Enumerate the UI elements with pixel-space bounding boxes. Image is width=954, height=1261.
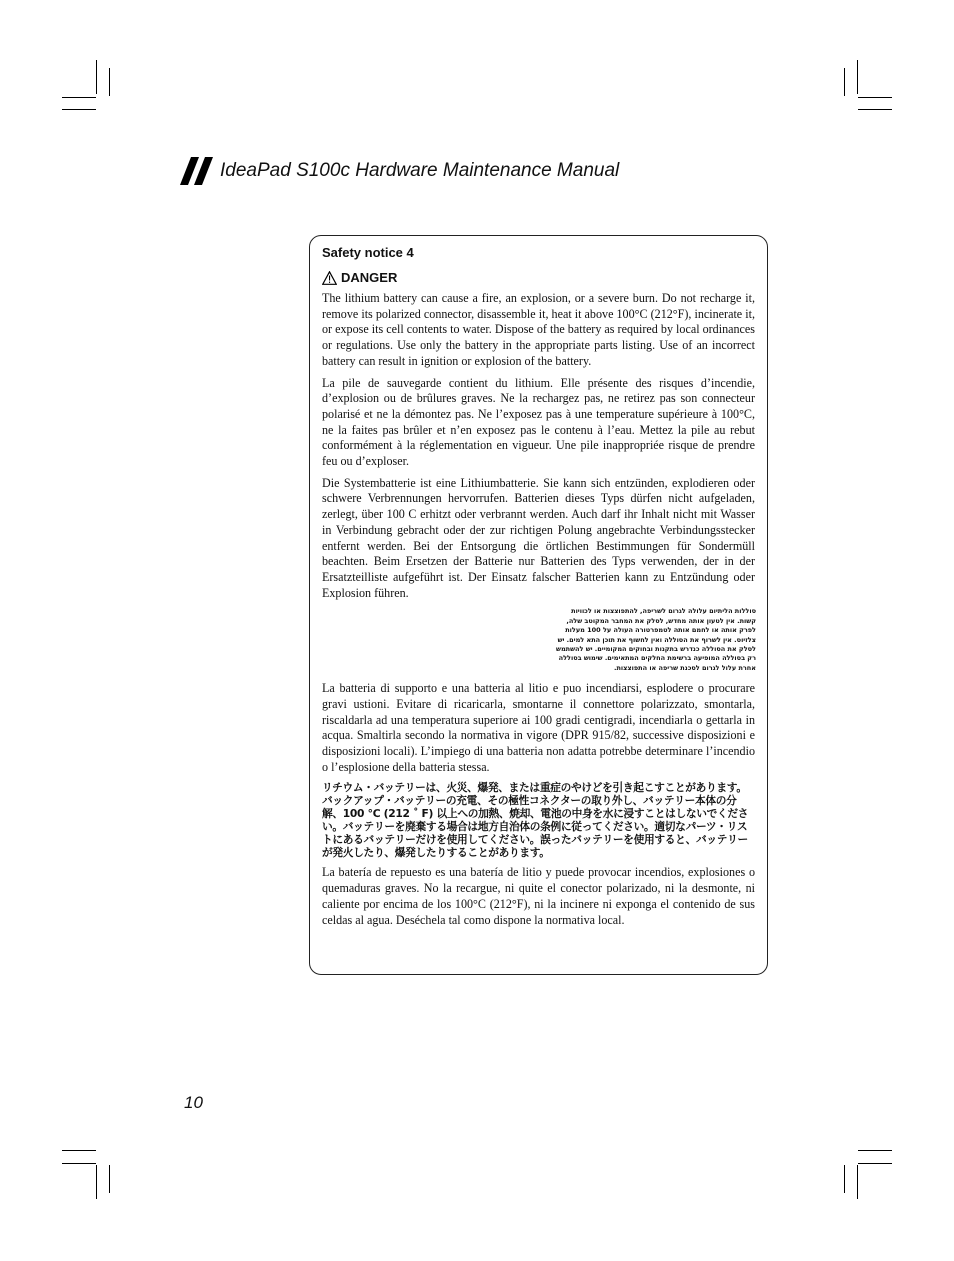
safety-notice-box [309, 235, 768, 975]
notice-paragraph-de: Die Systembatterie ist eine Lithiumbatterie. Sie kann sich entzünden, explodieren oder schwere Verbrennungen hervorrufen. Batterien dieses Typs dürfen nicht aufgeladen, zerlegt, über 100 C erhitzt oder verbrannt werden. Auch darf ihr Inhalt nicht mit Wasser in Verbindung gebracht oder der zur richtigen Polung angebrachte Verbindungsstecker entfernt werden. Bei der Entsorgung die örtlichen Bestimmungen für Sondermüll beachten. Beim Ersetzen der Batterie nur Batterien des Typs verwenden, der in der Ersatzteilliste aufgeführt ist. Der Einsatz falscher Batterien kann zu Entzündung oder Explosion führen. [322, 475, 755, 600]
crop-mark [858, 1163, 892, 1164]
notice-paragraph-he: סוללות הליתיום עלולה לגרום לשריפה, להתפוצצות או לכוויות קשות. אין לטעון אותה מחדש, לסלק את המחבר המקוטב שלה, לפרק אותה או לחמם אותה לטמפרטורה העולה על 100 מעלות צלזיוס. אין לשרוף את הסוללה ואין לחשוף את תוכן התא למים. יש לסלק את הסוללה כנדרש בתקנות ובחוקים המקומיים. יש להשתמש רק בסוללה המופיעה ברשימת החלקים המתאימים. שימוש בסוללה אחרת עלול לגרום לסכנת שריפה או התפוצצות. [556, 607, 756, 672]
manual-title: IdeaPad S100c Hardware Maintenance Manual [220, 160, 620, 181]
notice-paragraph-es: La batería de repuesto es una batería de litio y puede provocar incendios, explosiones o quemaduras graves. No la recargue, ni quite el conector polarizado, ni la desmonte, ni caliente por encima de los 100°C (212°F), ni la incinere ni exponga el contenido de sus celdas al agua. Deséchela tal como dispone la normativa local. [322, 865, 755, 927]
crop-mark [858, 97, 892, 98]
crop-mark [109, 1165, 110, 1193]
crop-mark [62, 97, 96, 98]
crop-mark [96, 60, 97, 94]
notice-paragraph-it: La batteria di supporto e una batteria al litio e puo incendiarsi, esplodere o procurare gravi ustioni. Evitare di ricaricarla, smontarne il connettore polarizzato, smontarla, riscaldarla ad una temperatura superiore ai 100 gradi centigradi, incendiarla o gettarla in acqua. Smaltirla secondo la normativa in vigore (DPR 915/82, successive disposizioni e disposizioni locali). L’impiego di una batteria non adatta potrebbe determinare l’incendio o l’esplosione della batteria stessa. [322, 681, 755, 774]
crop-mark [858, 1150, 892, 1151]
notice-title: Safety notice 4 [322, 245, 414, 260]
crop-mark [62, 109, 96, 110]
page-header [180, 157, 619, 185]
notice-paragraph-ja: リチウム・バッテリーは、火災、爆発、または重症のやけどを引き起こすことがあります。バックアップ・バッテリーの充電、その極性コネクターの取り外し、バッテリー本体の分解、100 ℃ (212 ˚ F) 以上への加熱、焼却、電池の中身を水に浸すことはしないでください。バッテリーを廃棄する場合は地方自治体の条例に従ってください。適切なパーツ・リストにあるバッテリーだけを使用してください。誤ったバッテリーを使用すると、バッテリーが発火したり、爆発したりすることがあります。 [322, 781, 749, 860]
crop-mark [62, 1150, 96, 1151]
notice-paragraph-fr: La pile de sauvegarde contient du lithium. Elle présente des risques d’incendie, d’explosion ou de brûlures graves. Ne la rechargez pas, ne retirez pas son connecteur polarisé et ne la démontez pas. Ne l’exposez pas à une temperature supérieure à 100°C, ne la faites pas brûler et n’en exposez pas le contenu à l’eau. Mettez la pile au rebut conformément à la réglementation en vigueur. Une pile inappropriée risque de prendre feu ou d’exploser. [322, 375, 755, 469]
danger-heading [322, 270, 755, 285]
crop-mark [109, 68, 110, 96]
double-slash-icon [180, 157, 216, 185]
crop-mark [857, 60, 858, 94]
crop-mark [96, 1165, 97, 1199]
notice-paragraph-en: The lithium battery can cause a fire, an explosion, or a severe burn. Do not recharge it, remove its polarized connector, disassemble it, heat it above 100°C (212°F), incinerate it, or expose its cell contents to water. Dispose of the battery as required by local ordinances or regulations. Use only the battery in the appropriate parts listing. Use of an incorrect battery can result in ignition or explosion of the battery. [322, 291, 755, 368]
crop-mark [62, 1163, 96, 1164]
crop-mark [844, 68, 845, 96]
crop-mark [858, 109, 892, 110]
page-number: 10 [184, 1093, 203, 1112]
danger-label: DANGER [341, 270, 398, 285]
crop-mark [857, 1165, 858, 1199]
crop-mark [844, 1165, 845, 1193]
warning-triangle-icon [322, 271, 337, 285]
